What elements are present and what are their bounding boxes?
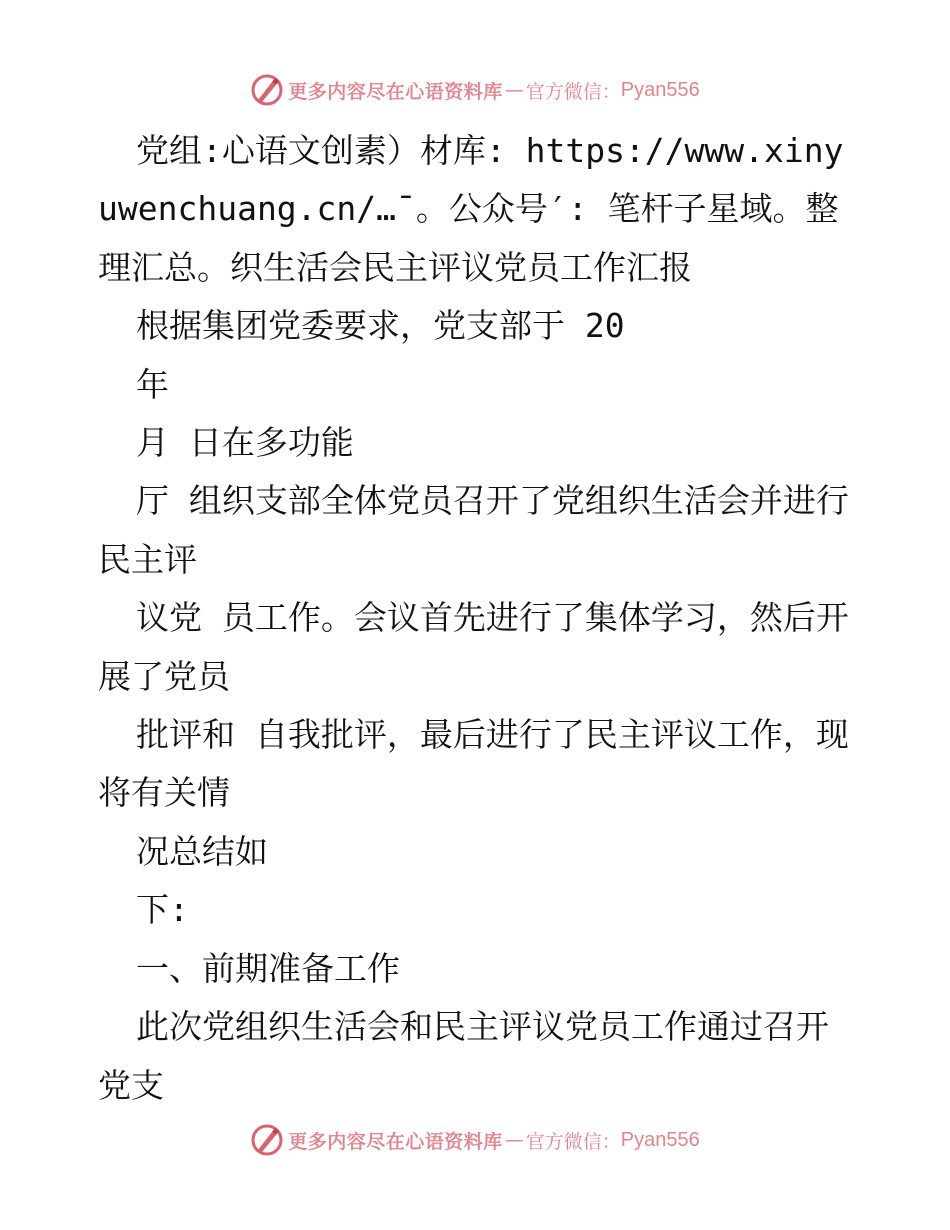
- pen-logo-icon: [250, 1123, 284, 1157]
- pen-logo-icon: [250, 73, 284, 107]
- paragraph: 年: [136, 364, 169, 404]
- paragraph: 月 日在多功能: [136, 423, 354, 463]
- paragraph: 厅 组织支部全体党员召开了党组织生活会并进行民主评: [98, 481, 849, 579]
- watermark-site-text: 更多内容尽在心语资料库: [288, 80, 503, 103]
- header-watermark: [0, 72, 950, 108]
- footer-watermark: [0, 1122, 950, 1158]
- watermark-wechat-id: Pyan556: [620, 1128, 700, 1151]
- paragraph: 下:: [136, 890, 189, 930]
- paragraph: 此次党组织生活会和民主评议党员工作通过召开党支: [98, 1007, 829, 1105]
- watermark-site-text: 更多内容尽在心语资料库: [288, 1130, 503, 1153]
- paragraph: 根据集团党委要求，党支部于 20: [136, 306, 625, 346]
- watermark-wechat-label: 官方微信：: [525, 80, 621, 103]
- watermark-separator: —: [504, 1129, 524, 1151]
- paragraph: 况总结如: [136, 831, 268, 871]
- watermark-wechat-id: Pyan556: [620, 78, 700, 101]
- watermark-separator: —: [504, 79, 524, 101]
- document-body: [98, 122, 858, 1115]
- paragraph: 批评和 自我批评，最后进行了民主评议工作，现将有关情: [98, 715, 849, 813]
- paragraph: 议党 员工作。会议首先进行了集体学习，然后开展了党员: [98, 598, 849, 696]
- watermark-wechat-label: 官方微信：: [525, 1130, 621, 1153]
- paragraph-title: 党组:心语文创素）材库: https://www.xinyuwenchuang.cn/…¯。公众号′: 笔杆子星域。整理汇总。织生活会民主评议党员工作汇报: [98, 131, 844, 287]
- section-heading: 一、前期准备工作: [136, 948, 400, 988]
